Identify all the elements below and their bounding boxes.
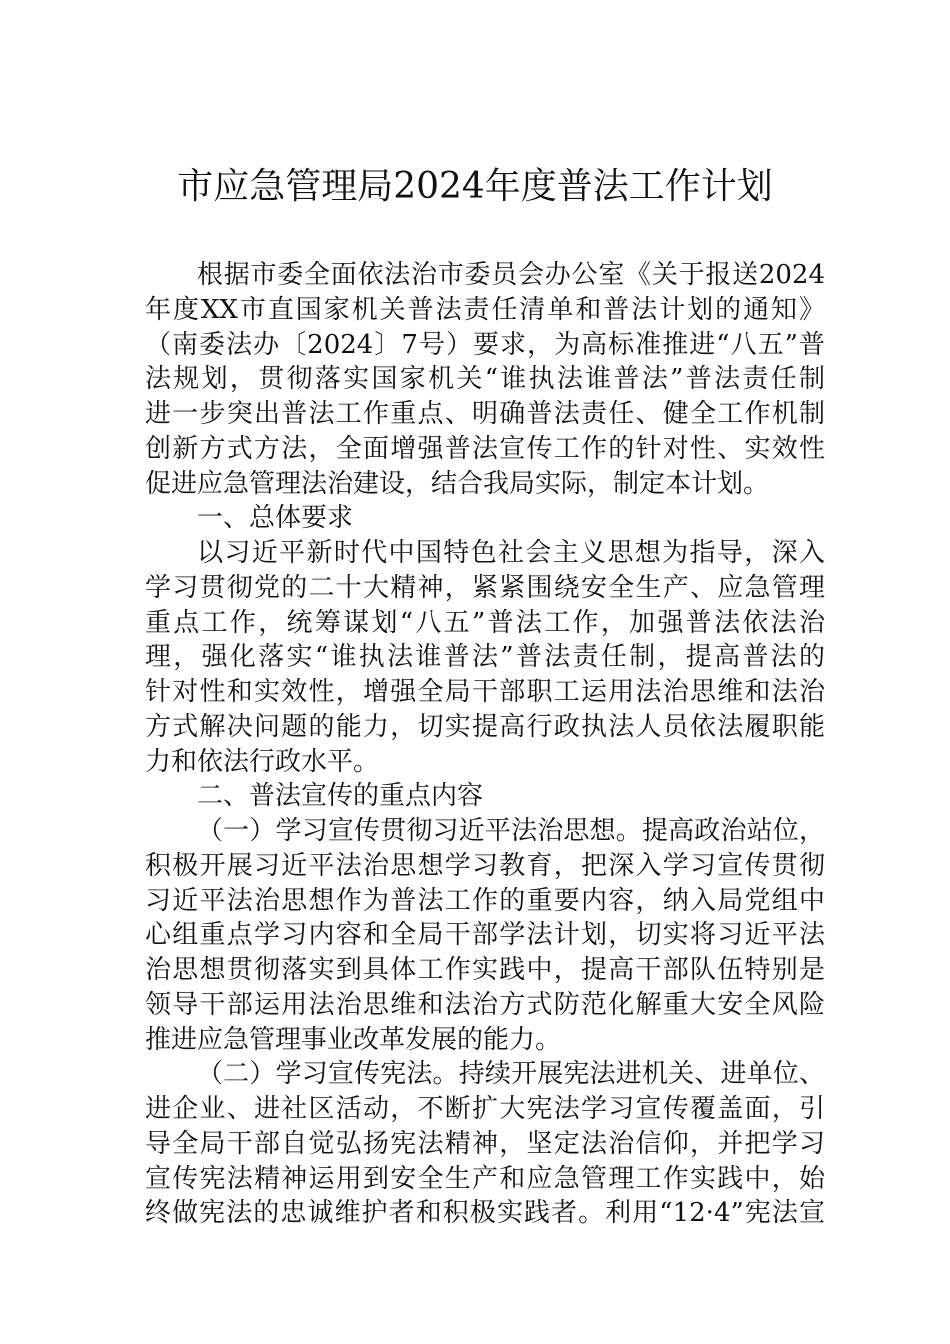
section-heading: 二、普法宣传的重点内容 — [197, 781, 484, 812]
paragraph-line: （南委法办〔2024〕7号）要求，为高标准推进“八五”普 — [145, 329, 825, 360]
paragraph-line: 习近平法治思想作为普法工作的重要内容，纳入局党组中 — [145, 885, 825, 916]
paragraph-line: 治思想贯彻落实到具体工作实践中，提高干部队伍特别是 — [145, 955, 825, 985]
paragraph-line: 学习贯彻党的二十大精神，紧紧围绕安全生产、应急管理 — [145, 572, 825, 603]
paragraph-line: 重点工作，统筹谋划“八五”普法工作，加强普法依法治 — [145, 607, 825, 638]
document-body — [145, 258, 825, 1231]
paragraph-line: 进企业、进社区活动，不断扩大宪法学习宣传覆盖面，引 — [145, 1094, 825, 1124]
paragraph-line: 针对性和实效性，增强全局干部职工运用法治思维和法治 — [145, 677, 825, 707]
paragraph-line: 进一步突出普法工作重点、明确普法责任、健全工作机制 — [145, 399, 825, 429]
paragraph-line: 力和依法行政水平。 — [145, 746, 380, 777]
paragraph-line: 以习近平新时代中国特色社会主义思想为指导，深入 — [197, 538, 825, 568]
paragraph-line: 领导干部运用法治思维和法治方式防范化解重大安全风险 — [145, 989, 825, 1020]
paragraph-line: 根据市委全面依法治市委员会办公室《关于报送2024 — [197, 260, 825, 290]
section-heading: 一、总体要求 — [197, 503, 354, 534]
paragraph-line: 方式解决问题的能力，切实提高行政执法人员依法履职能 — [145, 711, 825, 742]
paragraph-line: 创新方式方法，全面增强普法宣传工作的针对性、实效性 — [145, 433, 825, 464]
paragraph-line: （一）学习宣传贯彻习近平法治思想。提高政治站位， — [197, 816, 825, 846]
paragraph-line: 宣传宪法精神运用到安全生产和应急管理工作实践中，始 — [145, 1163, 825, 1194]
paragraph-line: 导全局干部自觉弘扬宪法精神，坚定法治信仰，并把学习 — [145, 1128, 825, 1159]
paragraph-line: 终做宪法的忠诚维护者和积极实践者。利用“12·4”宪法宣 — [145, 1198, 825, 1229]
paragraph-line: 推进应急管理事业改革发展的能力。 — [145, 1024, 562, 1055]
paragraph-line: 法规划，贯彻落实国家机关“谁执法谁普法”普法责任制 — [145, 364, 825, 395]
paragraph-line: 理，强化落实“谁执法谁普法”普法责任制，提高普法的 — [145, 642, 825, 673]
paragraph-line: 促进应急管理法治建设，结合我局实际，制定本计划。 — [145, 468, 770, 499]
paragraph-line: 积极开展习近平法治思想学习教育，把深入学习宣传贯彻 — [145, 850, 825, 881]
paragraph-line: 心组重点学习内容和全局干部学法计划，切实将习近平法 — [145, 920, 825, 951]
paragraph-line: 年度XX市直国家机关普法责任清单和普法计划的通知》 — [145, 294, 825, 325]
paragraph-line: （二）学习宣传宪法。持续开展宪法进机关、进单位、 — [197, 1059, 825, 1090]
document-title: 市应急管理局2024年度普法工作计划 — [177, 166, 773, 207]
